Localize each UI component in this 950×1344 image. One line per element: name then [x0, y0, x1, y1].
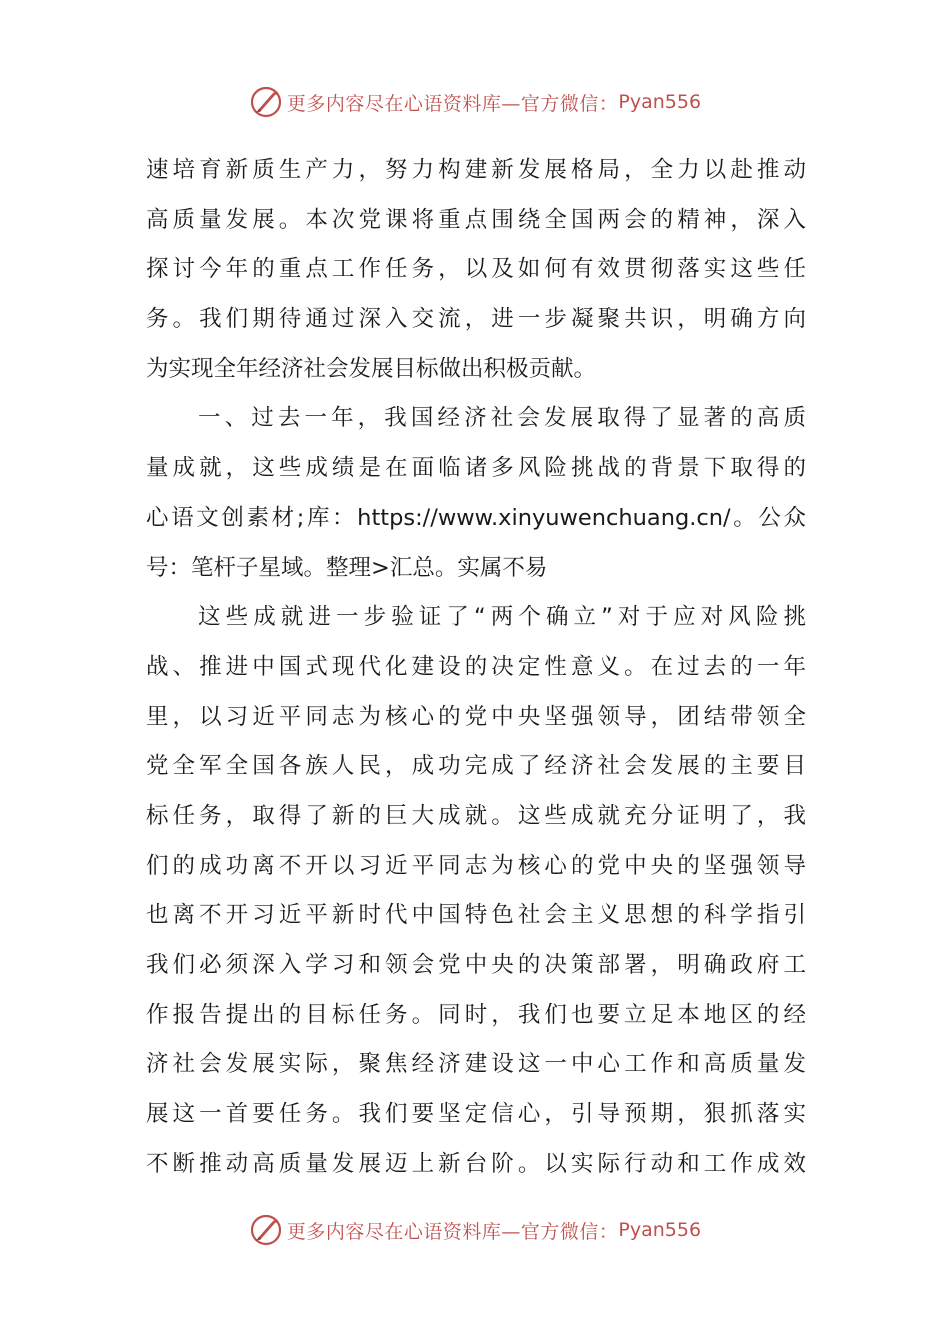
section-heading-line: 一、过去一年，我国经济社会发展取得了显著的高质 — [198, 405, 806, 432]
banner-text: 更多内容尽在心语资料库—官方微信： — [286, 1220, 619, 1243]
body-line: 号：笔杆子星域。整理>汇总。实属不易 — [146, 554, 548, 581]
body-line: 也离不开习近平新时代中国特色社会主义思想的科学指引 — [146, 902, 806, 929]
body-line: 济社会发展实际，聚焦经济建设这一中心工作和高质量发 — [146, 1051, 806, 1078]
quill-pen-logo-icon — [249, 1213, 283, 1247]
body-line: 高质量发展。本次党课将重点围绕全国两会的精神，深入 — [146, 206, 806, 233]
body-line: 我们必须深入学习和领会党中央的决策部署，明确政府工 — [146, 952, 806, 978]
body-line: 作报告提出的目标任务。同时，我们也要立足本地区的经 — [146, 1001, 806, 1028]
body-line: 不断推动高质量发展迈上新台阶。以实际行动和工作成效 — [146, 1150, 806, 1177]
body-line: 探讨今年的重点工作任务，以及如何有效贯彻落实这些任 — [146, 256, 806, 283]
body-line: 党全军全国各族人民，成功完成了经济社会发展的主要目 — [146, 753, 806, 780]
body-line: 标任务，取得了新的巨大成就。这些成就充分证明了，我 — [146, 802, 806, 829]
body-line: 务。我们期待通过深入交流，进一步凝聚共识，明确方向 — [146, 306, 806, 333]
body-line: 量成就，这些成绩是在面临诸多风险挑战的背景下取得的 — [146, 455, 806, 482]
footer-banner — [0, 1210, 950, 1250]
body-line: 里，以习近平同志为核心的党中央坚强领导，团结带领全 — [146, 703, 806, 730]
banner-text: 更多内容尽在心语资料库—官方微信： — [286, 92, 619, 115]
body-line: 战、推进中国式现代化建设的决定性意义。在过去的一年 — [146, 653, 806, 680]
quill-pen-logo-icon — [249, 85, 283, 119]
header-banner — [0, 82, 950, 122]
body-line: 为实现全年经济社会发展目标做出积极贡献。 — [146, 355, 597, 382]
banner-wechat-id: Pyan556 — [618, 91, 702, 113]
paragraph-start-line: 这些成就进一步验证了“两个确立”对于应对风险挑 — [198, 604, 806, 631]
body-line: 们的成功离不开以习近平同志为核心的党中央的坚强领导 — [146, 852, 806, 879]
body-line: 速培育新质生产力，努力构建新发展格局，全力以赴推动 — [146, 157, 806, 183]
document-body — [146, 146, 806, 1189]
body-line: 展这一首要任务。我们要坚定信心，引导预期，狠抓落实 — [146, 1101, 806, 1128]
body-line: 心语文创素材;库：https://www.xinyuwenchuang.cn/。公众 — [146, 504, 806, 531]
banner-wechat-id: Pyan556 — [618, 1219, 702, 1241]
